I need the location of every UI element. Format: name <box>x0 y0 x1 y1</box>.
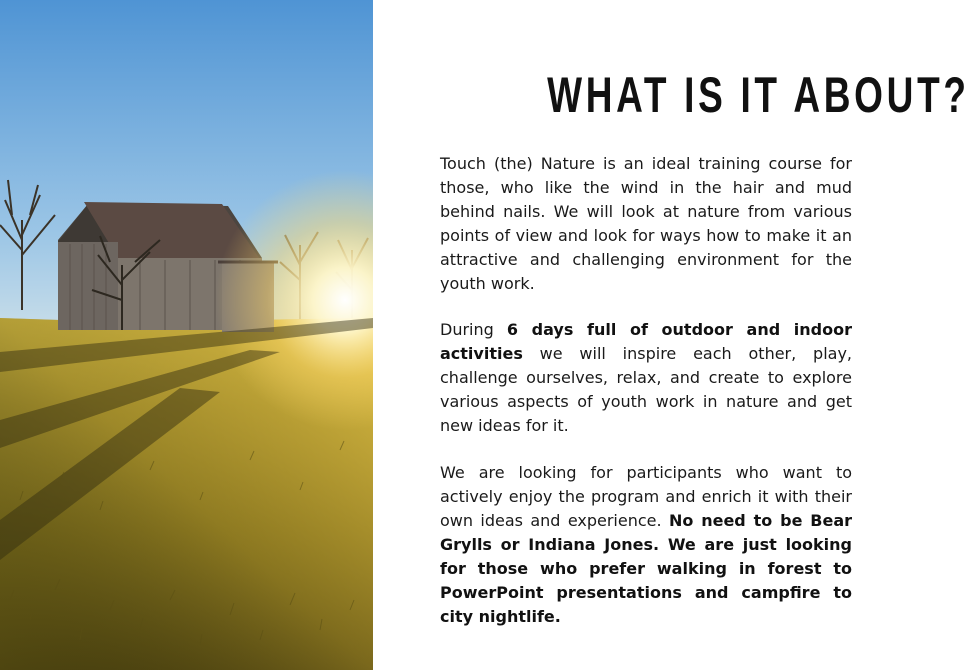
activities-highlight: 6 days full of outdoor and indoor activities <box>440 320 852 363</box>
activities-text-start: During <box>440 320 507 339</box>
participants-highlight: No need to be Bear Grylls or Indiana Jones. We are just looking for those who prefer walking in forest to PowerPoint presentations and campfire to city nightlife. <box>440 511 853 626</box>
intro-paragraph: Touch (the) Nature is an ideal training course for those, who like the wind in the hair and mud behind nails. We will look at nature from various points of view and look for ways how to make it an attractive and challenging environment for the youth work. <box>440 154 852 293</box>
barn-meadow-photo <box>0 0 373 670</box>
activities-paragraph <box>440 318 852 438</box>
activities-text-end: we will inspire each other, play, challenge ourselves, relax, and create to explore various aspects of youth work in nature and get new ideas for it. <box>440 344 852 435</box>
participants-paragraph <box>440 461 852 629</box>
participants-text: We are looking for participants who want to actively enjoy the program and enrich it with their own ideas and experience. <box>440 463 852 530</box>
content-column <box>440 0 970 670</box>
page-title: WHAT IS IT ABOUT? <box>547 67 970 123</box>
barn-meadow-illustration <box>0 0 373 670</box>
